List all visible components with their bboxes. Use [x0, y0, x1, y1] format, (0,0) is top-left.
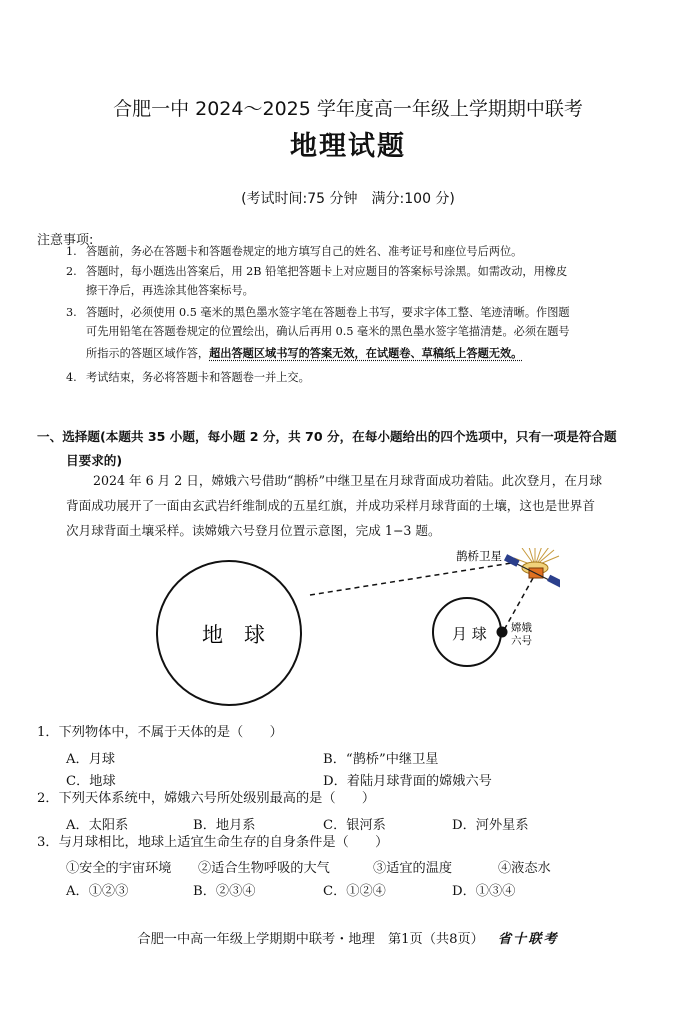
lander-label: 六号 — [511, 635, 532, 647]
relay-link-earth — [310, 562, 518, 595]
notice-item — [0, 303, 696, 323]
condition-4: ④液态水 — [498, 861, 551, 876]
question-stem: 下列物体中，不属于天体的是（ ） — [58, 725, 283, 740]
question-2 — [37, 788, 375, 810]
condition-2: ②适合生物呼吸的大气 — [198, 861, 330, 876]
question-1 — [37, 722, 283, 744]
exam-header: 合肥一中 2024～2025 学年度高一年级上学期期中联考 — [113, 98, 583, 120]
satellite-label: 鹊桥卫星 — [456, 549, 502, 563]
question-number: 2． — [37, 791, 59, 806]
option-c: C．①②④ — [323, 884, 386, 899]
option-a: A．太阳系 — [66, 818, 129, 833]
option-d: D．河外星系 — [452, 818, 529, 833]
lander-label: 嫦娥 — [511, 622, 532, 634]
section-title — [37, 425, 667, 473]
notice-emphasis: 超出答题区域书写的答案无效，在试题卷、草稿纸上答题无效。 — [209, 347, 523, 360]
notice-number: 1. — [66, 245, 77, 258]
notice-item-continued — [0, 322, 696, 342]
stem-line: 2024 年 6 月 2 日，嫦娥六号借助“鹊桥”中继卫星在月球背面成功着陆。此次登月，在月球 — [93, 473, 603, 488]
notice-text: 答题时，必须使用 0.5 毫米的黑色墨水签字笔在答题卷上书写，要求字体工整、笔迹清晰。作图题 — [86, 306, 570, 319]
question-3 — [37, 832, 388, 854]
earth-label: 地 球 — [202, 623, 265, 647]
option-a: A．月球 — [66, 752, 116, 767]
landing-diagram — [140, 548, 560, 723]
lander-dot — [497, 627, 508, 638]
notice-text: 擦干净后，再选涂其他答案标号。 — [86, 284, 254, 297]
notice-text: 答题前，务必在答题卡和答题卷规定的地方填写自己的姓名、准考证号和座位号后两位。 — [86, 245, 523, 258]
notice-line — [86, 344, 522, 364]
notice-item-continued — [0, 281, 696, 301]
question-stem: 与月球相比，地球上适宜生命生存的自身条件是（ ） — [58, 835, 389, 850]
notice-text: 可先用铅笔在答题卷规定的位置绘出，确认后再用 0.5 毫米的黑色墨水签字笔描清楚。必须在题号 — [86, 325, 570, 338]
page-title: 地理试题 — [290, 131, 406, 162]
notice-number: 2. — [66, 265, 77, 278]
footer-text: 合肥一中高一年级上学期期中联考・地理 第1页（共8页） — [137, 932, 484, 947]
satellite-icon — [504, 548, 560, 588]
notice-title: 注意事项: — [37, 233, 94, 248]
condition-1: ①安全的宇宙环境 — [66, 861, 172, 876]
notice-item-continued — [0, 344, 696, 364]
question-number: 3． — [37, 835, 59, 850]
option-b: B．②③④ — [193, 884, 256, 899]
option-d: D．①③④ — [452, 884, 516, 899]
stem-line: 背面成功展开了一面由玄武岩纤维制成的五星红旗，并成功采样月球背面的土壤，这也是世界首 — [66, 498, 595, 513]
notice-number: 4. — [66, 371, 77, 384]
notice-item — [0, 368, 696, 388]
option-c: C．地球 — [66, 774, 116, 789]
question-stem: 下列天体系统中，嫦娥六号所处级别最高的是（ ） — [58, 791, 376, 806]
notice-text: 答题时，每小题选出答案后，用 2B 铅笔把答题卡上对应题目的答案标号涂黑。如需改动，用橡皮 — [86, 265, 568, 278]
page-footer — [0, 928, 696, 947]
notice-item — [0, 242, 696, 262]
option-d: D．着陆月球背面的嫦娥六号 — [323, 774, 492, 789]
option-a: A．①②③ — [66, 884, 129, 899]
option-b: B．“鹊桥”中继卫星 — [323, 752, 439, 767]
notice-item — [0, 262, 696, 282]
notice-text: 考试结束，务必将答题卡和答题卷一并上交。 — [86, 371, 310, 384]
option-b: B．地月系 — [193, 818, 256, 833]
footer-brand: 省十联考 — [497, 932, 559, 947]
exam-info: (考试时间:75 分钟 满分:100 分) — [241, 191, 455, 207]
stem-line: 次月球背面土壤采样。读嫦娥六号登月位置示意图，完成 1−3 题。 — [66, 523, 441, 538]
notice-number: 3. — [66, 306, 77, 319]
question-number: 1． — [37, 725, 59, 740]
option-c: C．银河系 — [323, 818, 386, 833]
condition-3: ③适宜的温度 — [373, 861, 453, 876]
notice-text: 所指示的答题区域作答， — [86, 347, 210, 360]
moon-label: 月 球 — [452, 625, 487, 643]
section-title-line1: 一、选择题(本题共 35 小题，每小题 2 分，共 70 分，在每小题给出的四个选项中，只有一项是符合题 — [37, 429, 617, 444]
section-title-line2: 目要求的) — [66, 453, 123, 468]
